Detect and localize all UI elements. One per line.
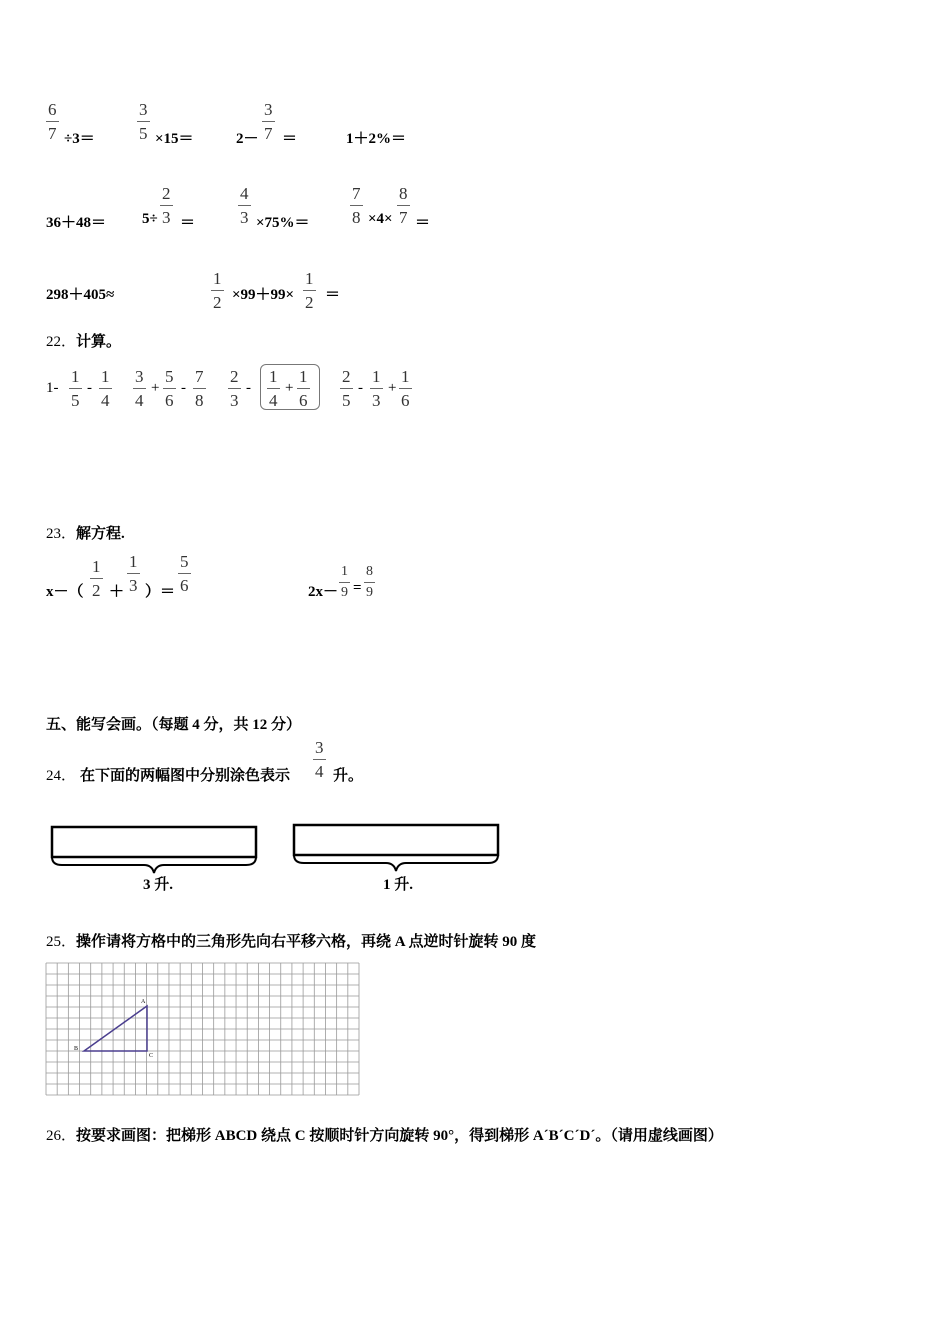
container-box-1-liter[interactable] [294,825,498,855]
fraction: $\frac{5}{6}$ [180,552,189,595]
fraction: $\frac{3}{4}$ [315,738,324,781]
q26-heading [46,1124,723,1145]
fraction: $\frac{8}{9}$ [366,564,373,600]
oral-calc-r1-e4: 1＋2%＝ [346,131,407,147]
fraction: $\frac{2}{5}$ [342,367,351,410]
question-text: 按要求画图：把梯形 ABCD 绕点 C 按顺时针方向旋转 90°，得到梯形 A´B´C´D´。（请用虚线画图） [76,1128,723,1144]
question-title: 计算。 [76,334,122,350]
oral-calc-r2-e1: 36＋48＝ [46,215,107,231]
fraction: $\frac{3}{7}$ [264,100,273,143]
point-a-label: A [141,999,146,1005]
question-number: 24． [46,768,77,784]
fraction: $\frac{7}{8}$ [195,367,204,410]
fraction: $\frac{1}{5}$ [71,367,80,410]
fraction: $\frac{3}{5}$ [139,100,148,143]
question-number: 25． [46,934,77,950]
question-number: 26． [46,1128,77,1144]
point-b-label: B [74,1046,79,1052]
fraction: $\frac{1}{6}$ [401,367,410,410]
fraction: $\frac{8}{7}$ [399,184,408,227]
fraction: $\frac{1}{6}$ [299,367,308,410]
q23-heading [46,522,125,543]
question-number: 23． [46,526,77,542]
question-text: 在下面的两幅图中分别涂色表示 [80,768,291,784]
fraction: $\frac{2}{3}$ [162,184,171,227]
section-five-title: 五、能写会画。（每题 4 分，共 12 分） [46,717,302,733]
question-number: 22． [46,334,77,350]
container-box-3-liter[interactable] [52,827,256,857]
brace [52,857,256,873]
q22-heading [46,330,121,351]
point-c-label: C [149,1053,154,1059]
fraction: $\frac{1}{2}$ [305,269,314,312]
grid-lines [46,963,359,1095]
fraction: $\frac{3}{4}$ [135,367,144,410]
fraction: $\frac{1}{2}$ [213,269,222,312]
fraction: $\frac{7}{8}$ [352,184,361,227]
question-text: 操作请将方格中的三角形先向右平移六格，再绕 A 点逆时针旋转 90 度 [76,934,537,950]
fraction: $\frac{1}{3}$ [129,552,138,595]
fraction: $\frac{1}{3}$ [372,367,381,410]
q24-containers-figure [40,818,520,898]
brace [294,855,498,871]
question-title: 解方程. [76,526,125,542]
grid-figure[interactable] [45,962,360,1096]
fraction: $\frac{1}{4}$ [269,367,278,410]
fraction: $\frac{4}{3}$ [240,184,249,227]
fraction: $\frac{1}{2}$ [92,557,101,600]
fraction: $\frac{5}{6}$ [165,367,174,410]
triangle-abc[interactable] [84,1006,147,1051]
fraction: $\frac{2}{3}$ [230,367,239,410]
q25-heading [46,930,536,951]
container-label-1-liter: 1 升. [382,877,414,893]
fraction: $\frac{1}{9}$ [341,564,348,600]
oral-calc-r3-e1: 298＋405≈ [46,287,115,303]
fraction: $\frac{6}{7}$ [48,100,57,143]
container-label-3-liter: 3 升. [142,877,174,893]
fraction: $\frac{1}{4}$ [101,367,110,410]
